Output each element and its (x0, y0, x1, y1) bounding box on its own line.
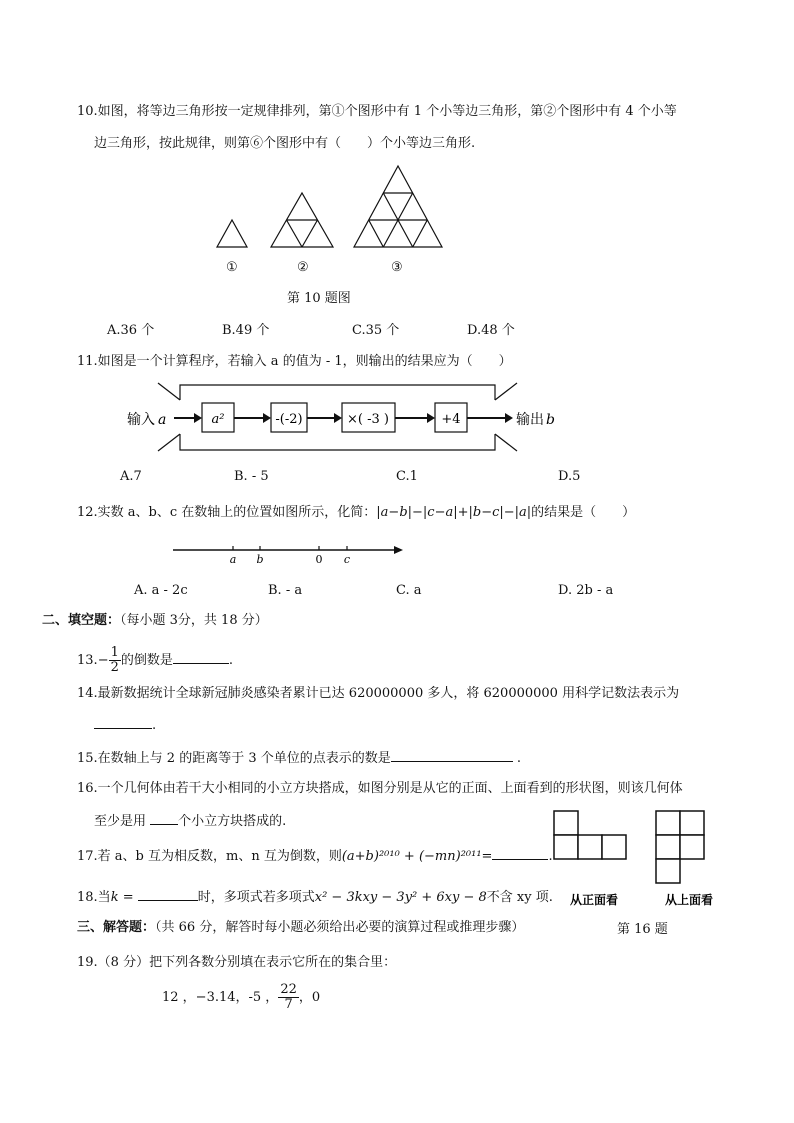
q12-number-line (170, 538, 410, 568)
section3-heading (77, 920, 524, 936)
q11-option-d: D.5 (558, 469, 581, 484)
top-view-shape (656, 811, 704, 883)
triangle-figure-3 (354, 166, 442, 247)
q11-option-c: C.1 (396, 469, 418, 484)
q17-expr: (a+b)²⁰¹⁰ + (−mn)²⁰¹¹ (341, 849, 482, 864)
q15 (77, 749, 521, 767)
q18-mid: 时，多项式若多项式 (197, 890, 315, 905)
section3-title: 三、解答题： (77, 920, 156, 935)
q10-option-d: D.48 个 (467, 323, 515, 338)
box-label-square: a² (211, 412, 225, 427)
q16-line1: 16.一个几何体由若干大小相同的小立方块搭成，如图分别是从它的正面、上面看到的形状图，则该几何体 (77, 781, 683, 796)
q10-figure (210, 163, 455, 283)
q14-line2 (94, 716, 156, 734)
q10-option-a: A.36 个 (107, 323, 155, 338)
front-view-shape (554, 811, 626, 859)
output-var: b (546, 412, 555, 428)
q15-text: 15.在数轴上与 2 的距离等于 3 个单位的点表示的数是 (77, 751, 391, 766)
q18-poly: x² − 3kxy − 3y² + 6xy − 8 (314, 890, 487, 905)
q11-option-b: B. - 5 (234, 469, 269, 484)
box-label-plus: +4 (441, 412, 461, 427)
q19-nums-pre: 12 ，−3.14，-5 ， (162, 990, 279, 1005)
q12-option-b: B. - a (268, 583, 303, 598)
q13-answer-blank[interactable] (173, 651, 229, 664)
q16-line2 (94, 812, 286, 830)
q11-option-a: A.7 (120, 469, 142, 484)
q18-pre: 18.当 (77, 890, 111, 905)
section2-note: （每小题 3分，共 18 分） (120, 613, 268, 628)
q19-den: 7 (284, 997, 293, 1012)
q16-answer-blank[interactable] (150, 812, 178, 825)
q12-text-post: 的结果是（ ） (531, 505, 636, 520)
q18-post: 不含 xy 项. (486, 890, 553, 905)
q17-answer-blank[interactable] (492, 847, 548, 860)
q17-text: 17.若 a、b 互为相反数，m、n 互为倒数，则 (77, 849, 342, 864)
q12-option-a: A. a - 2c (134, 583, 188, 598)
q17-eq: = (481, 849, 493, 864)
q13-suffix: 的倒数是 (120, 653, 173, 668)
q19-fraction (278, 983, 299, 1012)
q13-den: 2 (110, 660, 119, 675)
input-var: a (158, 412, 167, 428)
q10-line2: 边三角形，按此规律，则第⑥个图形中有（ ）个小等边三角形. (94, 136, 476, 151)
q15-answer-blank[interactable] (391, 749, 513, 762)
fig-label-1: ① (226, 260, 238, 275)
q11-program-diagram (120, 378, 560, 458)
fig-label-2: ② (297, 260, 309, 275)
q12-text-pre: 12.实数 a、b、c 在数轴上的位置如图所示，化简： (77, 505, 377, 520)
q19-text: 19.（8 分）把下列各数分别填在表示它所在的集合里： (77, 955, 397, 970)
q19-nums-post: ，0 (298, 990, 321, 1005)
q19-numbers (162, 980, 320, 1016)
q17 (77, 847, 553, 865)
q12-option-c: C. a (396, 583, 422, 598)
q17-end: . (548, 849, 553, 864)
front-view-label: 从正面看 (569, 893, 619, 907)
q10-caption: 第 10 题图 (287, 291, 351, 306)
input-label: 输入 (127, 412, 155, 428)
q13-fraction (109, 646, 121, 675)
axis-label-c: c (343, 553, 351, 566)
q16-figure (548, 808, 728, 910)
q10-line1: 10.如图，将等边三角形按一定规律排列，第①个图形中有 1 个小等边三角形，第②个图形中有 4 个小等 (77, 104, 677, 119)
q12-text (77, 505, 635, 521)
q12-expr: |a−b|−|c−a|+|b−c|−|a| (376, 505, 532, 520)
q12-option-d: D. 2b - a (558, 583, 614, 598)
fig-label-3: ③ (391, 260, 403, 275)
box-label-minus: -(-2) (275, 412, 303, 427)
q14-answer-blank[interactable] (94, 716, 152, 729)
top-view-label: 从上面看 (664, 893, 714, 907)
q13-num: 1 (110, 645, 119, 660)
q10-option-b: B.49 个 (222, 323, 270, 338)
axis-label-0: 0 (315, 553, 323, 566)
q18-k: k = (110, 890, 134, 905)
triangle-figure-2 (271, 193, 333, 247)
box-label-times: ×( -3 ) (347, 412, 389, 427)
q13-prefix: 13. (77, 653, 98, 668)
q16-caption: 第 16 题 (617, 922, 668, 937)
section3-note: （共 66 分，解答时每小题必须给出必要的演算过程或推理步骤） (155, 920, 525, 935)
q16-line2-pre: 至少是用 (94, 814, 151, 829)
q13: 13.− $\frac{1}{2}$ 的倒数是 . (77, 645, 234, 675)
q16-line2-post: 个小立方块搭成的. (178, 814, 287, 829)
output-label: 输出 (516, 412, 544, 428)
q18 (77, 888, 553, 906)
axis-label-b: b (256, 553, 264, 566)
section2-title: 二、填空题： (42, 613, 121, 628)
q13-end: . (228, 653, 234, 668)
q18-answer-blank[interactable] (138, 888, 198, 901)
axis-label-a: a (229, 553, 237, 566)
section2-heading (42, 613, 268, 629)
q19-num: 22 (280, 982, 297, 997)
q14-line1: 14.最新数据统计全球新冠肺炎感染者累计已达 620000000 多人，将 620000000 用科学记数法表示为 (77, 686, 680, 701)
q14-end: . (152, 718, 157, 733)
q11-text: 11.如图是一个计算程序，若输入 a 的值为 - 1，则输出的结果应为（ ） (77, 354, 512, 369)
q15-end: . (516, 751, 522, 766)
triangle-figure-1 (217, 220, 247, 247)
q10-option-c: C.35 个 (352, 323, 400, 338)
